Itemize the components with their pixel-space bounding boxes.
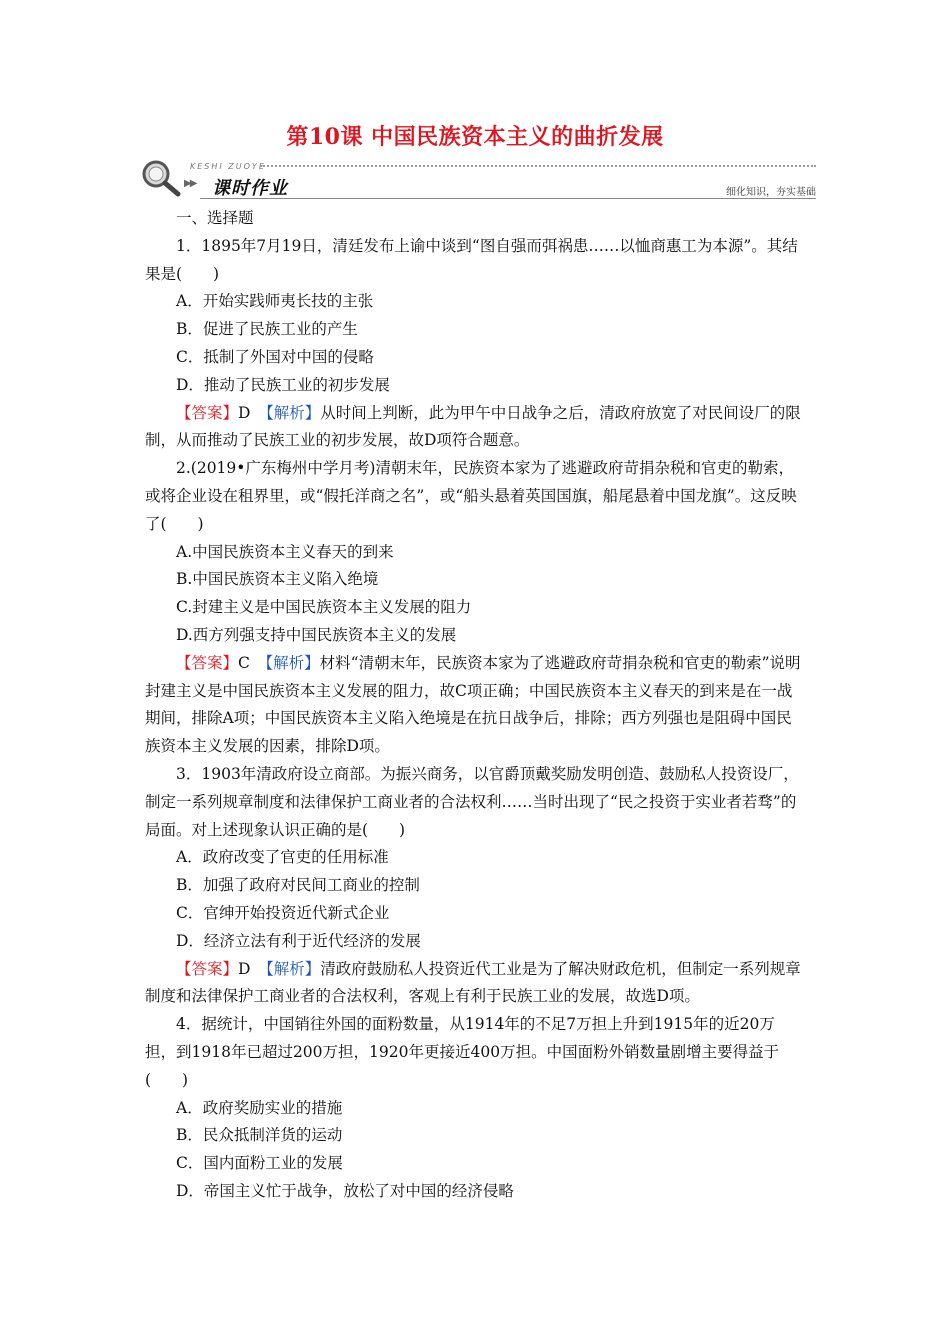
analysis-tag: 【解析】 (265, 653, 320, 672)
homework-banner (140, 156, 816, 204)
banner-label: 课时作业 (212, 178, 288, 199)
question-stem: 3．1903年清政府设立商部。为振兴商务，以官爵顶戴奖励发明创造、鼓励私人投资设厂，制定一系列规章制度和法律保护工商业者的合法权利……当时出现了“民之投资于实业者若骛”的局面。对上述现象认识正确的是( ) (145, 764, 799, 839)
option-item: C.封建主义是中国民族资本主义发展的阻力 (176, 598, 472, 617)
option-item: D．经济立法有利于近代经济的发展 (176, 931, 421, 950)
answer-tag: 【答案】 (176, 403, 239, 422)
page-title: 第10课 中国民族资本主义的曲折发展 (286, 124, 664, 150)
analysis-text: 材料“清朝末年，民族资本家为了逃避政府苛捐杂税和官吏的勒索”说明封建主义是中国民族资本主义发展的阻力，故C项正确；中国民族资本主义春天的到来是在一战期间，排除A项；中国民族资本主义陷入绝境是在抗日战争后，排除；西方列强也是阻碍中国民族资本主义发展的因素，排除D项。 (145, 653, 801, 756)
option-item: D．帝国主义忙于战争，放松了对中国的经济侵略 (176, 1181, 514, 1200)
option-item: A.中国民族资本主义春天的到来 (176, 542, 394, 561)
answer-value: D (238, 959, 251, 978)
magnifier-icon (140, 158, 186, 198)
question-stem: 1．1895年7月19日，清廷发布上谕中谈到“图自强而弭祸患……以恤商惠工为本源”。其结果是( ) (145, 236, 798, 283)
banner-rule (200, 198, 816, 199)
option-item: C．抵制了外国对中国的侵略 (176, 347, 374, 366)
option-item: A．开始实践师夷长技的主张 (176, 292, 374, 311)
answer-block (145, 650, 805, 761)
option-item: B．促进了民族工业的产生 (176, 320, 358, 339)
question-content (145, 205, 805, 1206)
answer-block (145, 400, 805, 456)
option-item: B．加强了政府对民间工商业的控制 (176, 876, 420, 895)
answer-block (145, 956, 805, 1012)
analysis-text: 从时间上判断，此为甲午中日战争之后，清政府放宽了对民间设厂的限制，从而推动了民族工业的初步发展，故D项符合题意。 (145, 403, 801, 450)
option-item: B.中国民族资本主义陷入绝境 (176, 570, 379, 589)
option-item: D．推动了民族工业的初步发展 (176, 375, 390, 394)
answer-value: D (238, 403, 251, 422)
question-stem: 4．据统计，中国销往外国的面粉数量，从1914年的不足7万担上升到1915年的近20万担，到1918年已超过200万担，1920年更接近400万担。中国面粉外销数量剧增主要得益于( ) (145, 1015, 780, 1089)
section-heading: 一、选择题 (176, 209, 254, 227)
answer-tag: 【答案】 (176, 653, 239, 672)
banner-arrows-icon: ▶▶ (184, 178, 196, 189)
option-item: D.西方列强支持中国民族资本主义的发展 (176, 625, 457, 644)
option-item: A．政府奖励实业的措施 (176, 1098, 343, 1117)
option-item: C．官绅开始投资近代新式企业 (176, 903, 390, 922)
answer-tag: 【答案】 (176, 959, 239, 978)
option-item: C．国内面粉工业的发展 (176, 1154, 343, 1173)
question-stem: 2.(2019•广东梅州中学月考)清朝末年，民族资本家为了逃避政府苛捐杂税和官吏的勒索，或将企业设在租界里，或“假托洋商之名”，或“船头悬着英国国旗，船尾悬着中国龙旗”。这反映了( ) (145, 459, 797, 533)
analysis-text: 清政府鼓励私人投资近代工业是为了解决财政危机，但制定一系列规章制度和法律保护工商业者的合法权利，客观上有利于民族工业的发展，故选D项。 (145, 959, 801, 1006)
analysis-tag: 【解析】 (265, 959, 321, 978)
answer-value: C (238, 653, 250, 672)
banner-pinyin: KESHI ZUOYE (190, 162, 266, 171)
banner-dotted-line (260, 165, 816, 167)
banner-slogan: 细化知识，夯实基础 (726, 187, 816, 198)
analysis-tag: 【解析】 (265, 403, 321, 422)
option-item: A．政府改变了官吏的任用标准 (176, 848, 389, 867)
option-item: B．民众抵制洋货的运动 (176, 1126, 343, 1145)
